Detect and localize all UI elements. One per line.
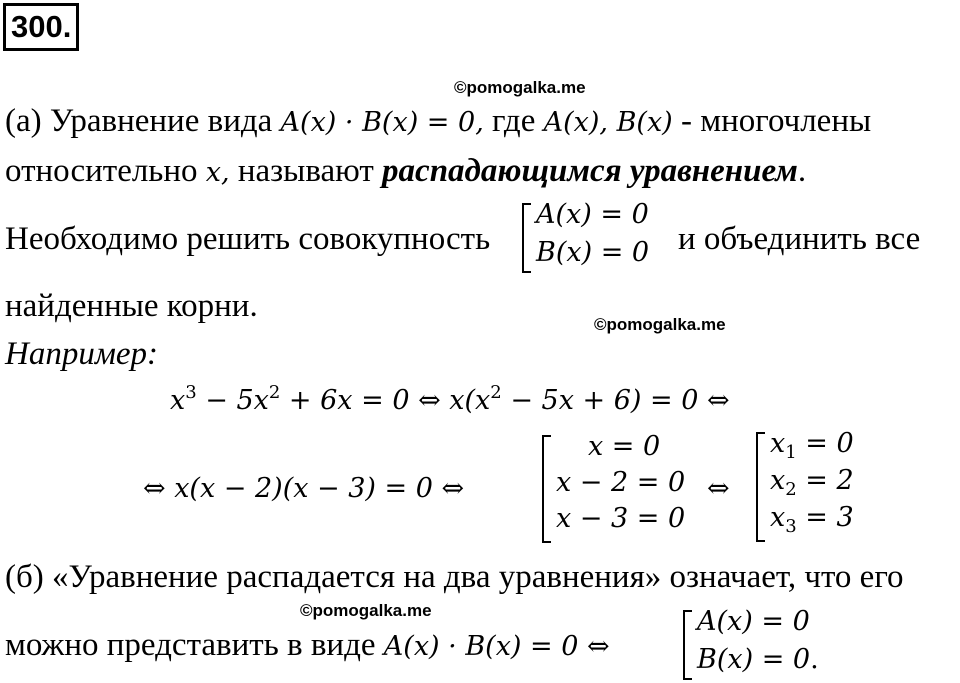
part-a-line-1 [5, 101, 871, 143]
part-b-line-1: (б) «Уравнение распадается на два уравнения» означает, что его [5, 559, 904, 595]
example-equation-2: ⇔ x(x − 2)(x − 3) = 0 ⇔ [143, 473, 465, 504]
system-row: x − 2 = 0 [556, 467, 686, 498]
part-a-line-3-left [5, 219, 490, 259]
watermark: ©pomogalka.me [594, 315, 726, 334]
product-equation: A(x) · B(x) = 0 ⇔ [383, 631, 610, 662]
system-row: A(x) = 0 [697, 606, 810, 637]
part-a-line-3-right [678, 219, 920, 259]
part-a-line-2 [5, 151, 806, 193]
task-number: 300. [3, 3, 79, 51]
system-bracket-a [522, 199, 682, 277]
system-row: A(x) = 0 [536, 199, 649, 230]
functions: A(x), B(x) [543, 107, 673, 138]
part-b-text: можно представить в виде [5, 627, 376, 663]
product-equation: A(x) · B(x) = 0, [280, 107, 484, 138]
equivalence-arrow: ⇔ [707, 473, 730, 504]
watermark: ©pomogalka.me [300, 601, 432, 620]
part-a-line-4 [5, 286, 258, 326]
bracket [542, 435, 551, 543]
system-bracket-b [683, 606, 843, 682]
part-a-text: Уравнение вида [49, 103, 273, 139]
bracket [522, 203, 531, 273]
example-equation-1: $x^3 - 5x^2 + 6x = 0$ ⇔ $x(x^2 - 5x + 6) = 0$ ⇔ [170, 382, 730, 416]
part-a-text: где [492, 103, 536, 139]
bracket [756, 432, 765, 542]
system-row: B(x) = 0 [536, 237, 650, 268]
part-a-label: (а) [5, 103, 42, 139]
part-a-text: - многочлены [680, 103, 872, 139]
root-row: $x_1 = 0$ [770, 428, 854, 463]
part-a-text: называют [237, 153, 374, 189]
part-a-text: относительно [5, 153, 198, 189]
variable: x, [205, 157, 230, 188]
example-label: Например: [5, 336, 159, 372]
part-a-text: найденные корни. [5, 288, 258, 324]
root-row: $x_2 = 2$ [770, 465, 854, 500]
system-row: x = 0 [588, 431, 661, 462]
roots-bracket [756, 428, 876, 544]
part-b-line-2 [5, 625, 610, 667]
bracket [683, 610, 692, 680]
part-a-text: и объединить все [678, 221, 921, 257]
period: . [797, 153, 807, 189]
watermark: ©pomogalka.me [454, 78, 586, 97]
part-a-text: Необходимо решить совокупность [5, 221, 491, 257]
system-row: B(x) = 0. [697, 644, 819, 675]
root-row: $x_3 = 3$ [770, 502, 854, 537]
key-term: распадающимся уравнением [382, 153, 798, 189]
system-bracket-set [542, 431, 710, 547]
system-row: x − 3 = 0 [556, 503, 686, 534]
